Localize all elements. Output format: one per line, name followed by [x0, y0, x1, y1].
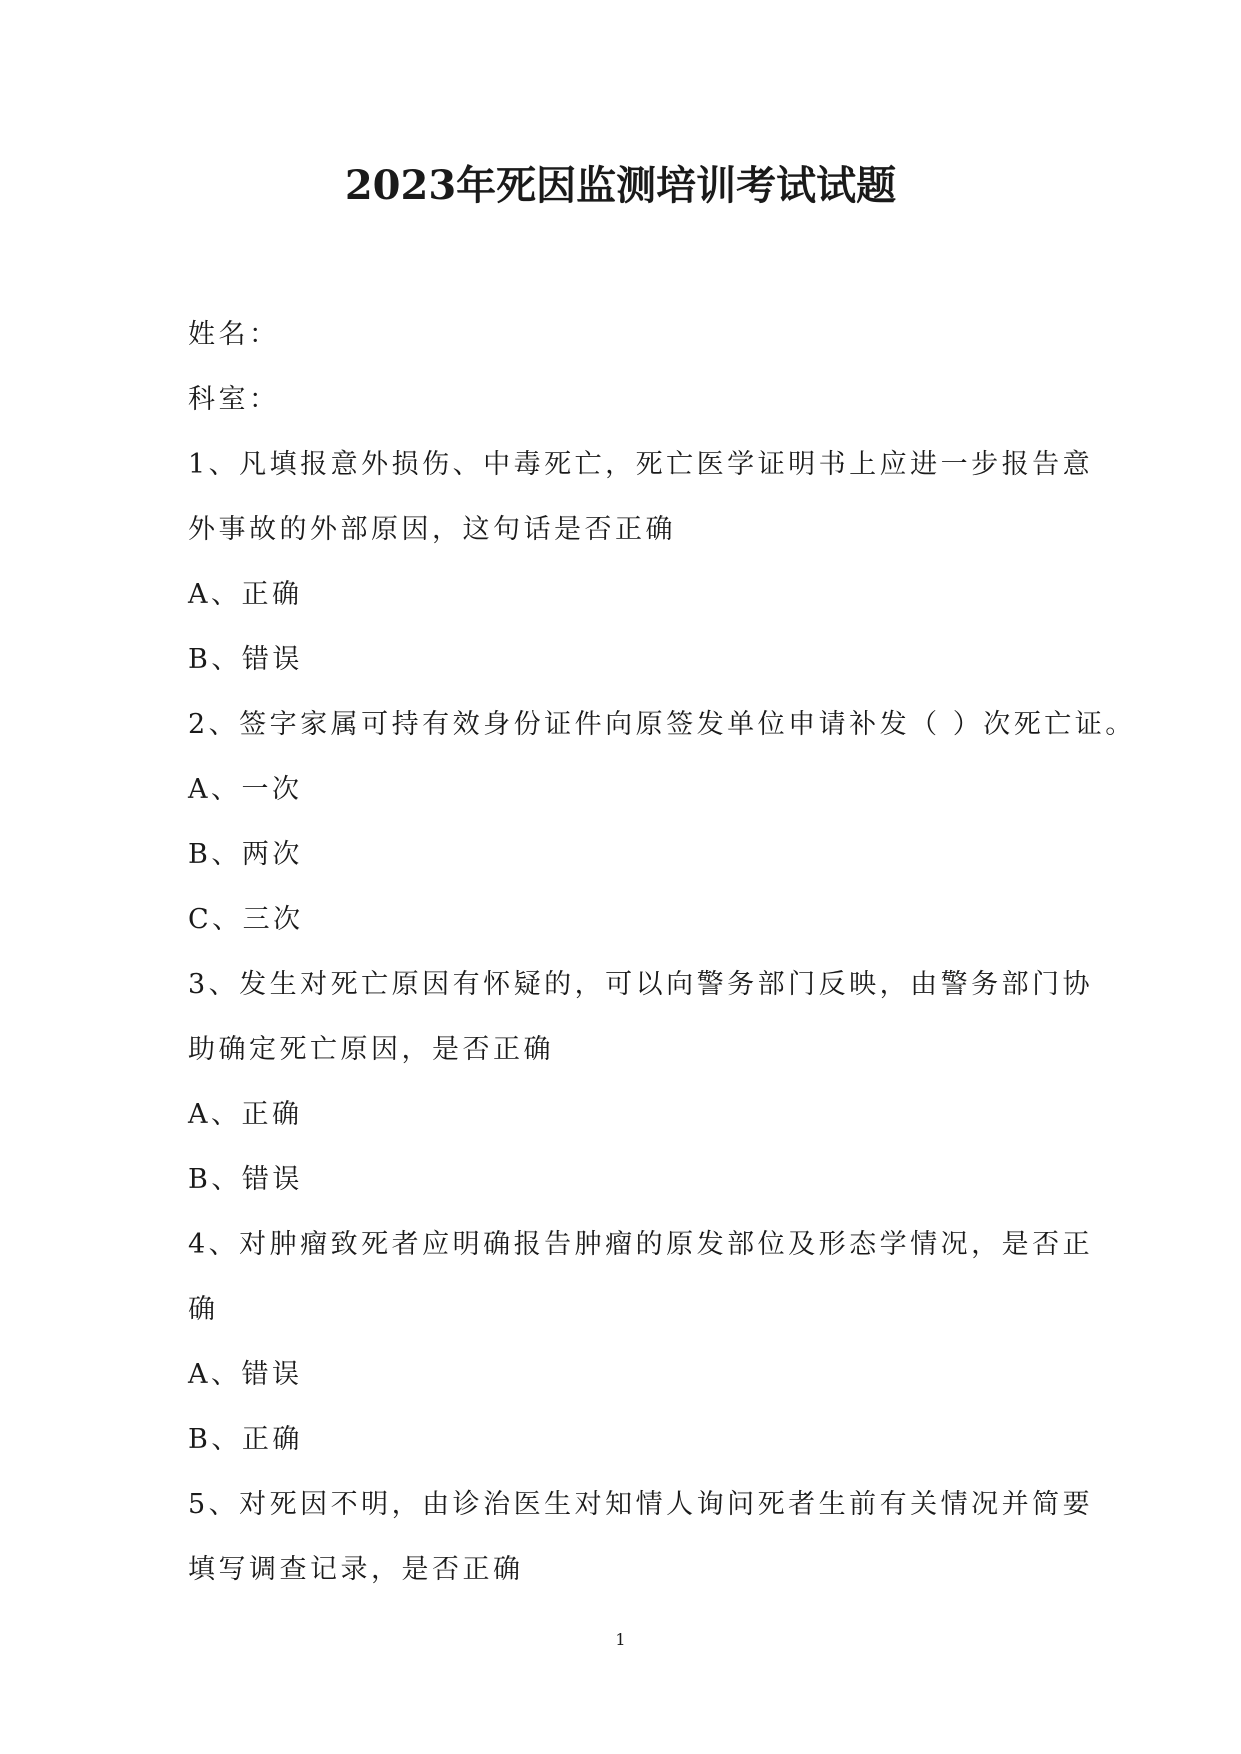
question-1-option-b: B、错误 [188, 644, 303, 675]
question-4-option-b: B、正确 [188, 1424, 303, 1455]
question-2-option-a: A、一次 [188, 774, 303, 805]
question-4-line-1: 4、对肿瘤致死者应明确报告肿瘤的原发部位及形态学情况，是否正 [188, 1229, 1094, 1260]
question-2-option-c: C、三次 [188, 904, 304, 935]
question-4-option-a: A、错误 [188, 1359, 303, 1390]
question-1-line-2: 外事故的外部原因，这句话是否正确 [188, 514, 676, 545]
page-number: 1 [615, 1630, 626, 1649]
question-1-line-1: 1、凡填报意外损伤、中毒死亡，死亡医学证明书上应进一步报告意 [188, 449, 1094, 480]
department-field-label: 科室： [188, 384, 280, 415]
question-3-line-1: 3、发生对死亡原因有怀疑的，可以向警务部门反映，由警务部门协 [188, 969, 1094, 1000]
name-field-label: 姓名： [188, 319, 280, 350]
question-2-option-b: B、两次 [188, 839, 303, 870]
question-3-line-2: 助确定死亡原因，是否正确 [188, 1034, 554, 1065]
document-body [188, 302, 1136, 1602]
question-3-option-b: B、错误 [188, 1164, 303, 1195]
question-5-line-1: 5、对死因不明，由诊治医生对知情人询问死者生前有关情况并简要 [188, 1489, 1094, 1520]
question-2-line-1: 2、签字家属可持有效身份证件向原签发单位申请补发（ ）次死亡证。 [188, 709, 1136, 740]
question-4-line-2: 确 [188, 1294, 219, 1325]
question-3-option-a: A、正确 [188, 1099, 303, 1130]
document-title: 2023年死因监测培训考试试题 [344, 162, 897, 209]
question-1-option-a: A、正确 [188, 579, 303, 610]
question-5-line-2: 填写调查记录，是否正确 [188, 1554, 524, 1585]
